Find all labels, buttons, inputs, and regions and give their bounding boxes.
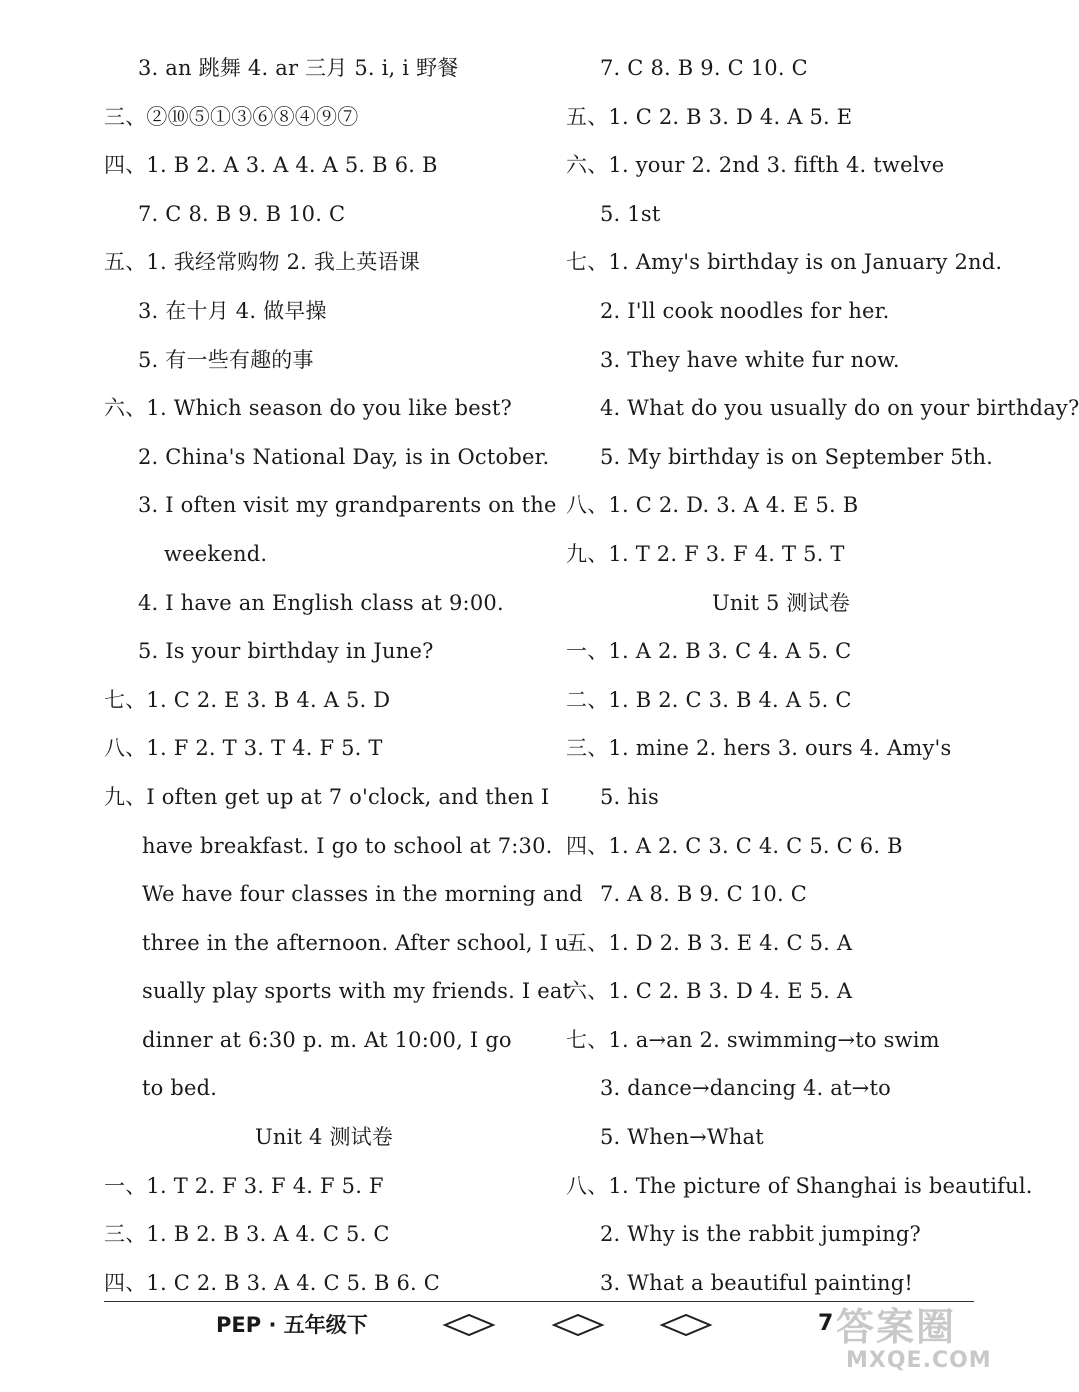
diamond-ornament-icon xyxy=(443,1313,495,1337)
answer-line: 五、1. C 2. B 3. D 4. A 5. E xyxy=(566,104,853,129)
answer-line: 四、1. C 2. B 3. A 4. C 5. B 6. C xyxy=(104,1270,441,1295)
answer-line: 九、1. T 2. F 3. F 4. T 5. T xyxy=(566,541,845,566)
answer-line: 3. What a beautiful painting! xyxy=(600,1270,913,1295)
answer-line: 八、1. The picture of Shanghai is beautiful. xyxy=(566,1173,1033,1198)
answer-line: 5. his xyxy=(600,784,659,809)
watermark-logo: 答案圈 xyxy=(836,1305,957,1349)
answer-line: 2. I'll cook noodles for her. xyxy=(600,298,890,323)
answer-line: 三、1. B 2. B 3. A 4. C 5. C xyxy=(104,1222,390,1247)
diamond-ornament-icon xyxy=(660,1313,712,1337)
answer-line: 二、1. B 2. C 3. B 4. A 5. C xyxy=(566,687,852,712)
answer-line: weekend. xyxy=(164,541,268,566)
answer-line: 九、I often get up at 7 o'clock, and then I xyxy=(104,784,550,809)
answer-line: 4. I have an English class at 9:00. xyxy=(138,590,504,615)
answer-line: We have four classes in the morning and xyxy=(142,882,583,907)
answer-line: 八、1. F 2. T 3. T 4. F 5. T xyxy=(104,736,383,761)
answer-line: 7. C 8. B 9. C 10. C xyxy=(600,56,808,80)
section-heading: Unit 4 测试卷 xyxy=(254,1125,394,1150)
answer-line: 一、1. A 2. B 3. C 4. A 5. C xyxy=(566,639,852,664)
answer-line: dinner at 6:30 p. m. At 10:00, I go xyxy=(142,1027,512,1052)
answer-line: 5. When→What xyxy=(600,1125,764,1150)
answer-line: 5. 1st xyxy=(600,201,661,226)
answer-line: 3. 在十月 4. 做早操 xyxy=(138,298,327,323)
answer-line: 3. dance→dancing 4. at→to xyxy=(600,1076,891,1101)
answer-line: have breakfast. I go to school at 7:30. xyxy=(142,833,553,858)
answer-line: 六、1. your 2. 2nd 3. fifth 4. twelve xyxy=(566,153,945,178)
answer-line: 2. Why is the rabbit jumping? xyxy=(600,1222,922,1247)
answer-line: 五、1. D 2. B 3. E 4. C 5. A xyxy=(566,930,853,955)
answer-line: 五、1. 我经常购物 2. 我上英语课 xyxy=(104,250,420,275)
diamond-ornament-icon xyxy=(552,1313,604,1337)
answer-line: 7. A 8. B 9. C 10. C xyxy=(600,882,807,907)
answer-line: 六、1. Which season do you like best? xyxy=(104,396,512,421)
answer-line: 六、1. C 2. B 3. D 4. E 5. A xyxy=(566,979,853,1004)
answer-line: 3. I often visit my grandparents on the xyxy=(138,493,557,518)
page-number: 7 xyxy=(818,1311,834,1336)
answer-line: 7. C 8. B 9. B 10. C xyxy=(138,201,346,226)
answer-line: 七、1. C 2. E 3. B 4. A 5. D xyxy=(104,687,391,712)
footer-label: PEP · 五年级下 xyxy=(216,1313,368,1337)
answer-line: 七、1. Amy's birthday is on January 2nd. xyxy=(566,250,1003,275)
answer-line: 5. Is your birthday in June? xyxy=(138,639,434,664)
right-column xyxy=(566,44,1079,1307)
answer-line: sually play sports with my friends. I eat xyxy=(142,979,572,1004)
answer-line: 三、②⑩⑤①③⑥⑧④⑨⑦ xyxy=(104,104,359,129)
answer-line: 2. China's National Day, is in October. xyxy=(138,444,550,469)
watermark-url: MXQE.COM xyxy=(846,1348,992,1373)
answer-line: 七、1. a→an 2. swimming→to swim xyxy=(566,1027,940,1052)
left-column xyxy=(104,44,583,1307)
answer-line: 三、1. mine 2. hers 3. ours 4. Amy's xyxy=(566,736,952,761)
section-heading: Unit 5 测试卷 xyxy=(711,590,851,615)
answer-line: 5. My birthday is on September 5th. xyxy=(600,444,994,469)
answer-line: 5. 有一些有趣的事 xyxy=(138,347,314,372)
answer-line: 3. They have white fur now. xyxy=(600,347,900,372)
answer-line: 一、1. T 2. F 3. F 4. F 5. F xyxy=(104,1173,384,1198)
answer-line: 四、1. A 2. C 3. C 4. C 5. C 6. B xyxy=(566,833,903,858)
answer-line: 3. an 跳舞 4. ar 三月 5. i, i 野餐 xyxy=(138,56,459,80)
answer-line: 四、1. B 2. A 3. A 4. A 5. B 6. B xyxy=(104,153,438,178)
answer-line: three in the afternoon. After school, I u- xyxy=(142,930,576,955)
answer-line: 八、1. C 2. D. 3. A 4. E 5. B xyxy=(566,493,859,518)
answer-line: to bed. xyxy=(142,1076,218,1101)
answer-line: 4. What do you usually do on your birthday? xyxy=(600,396,1079,421)
